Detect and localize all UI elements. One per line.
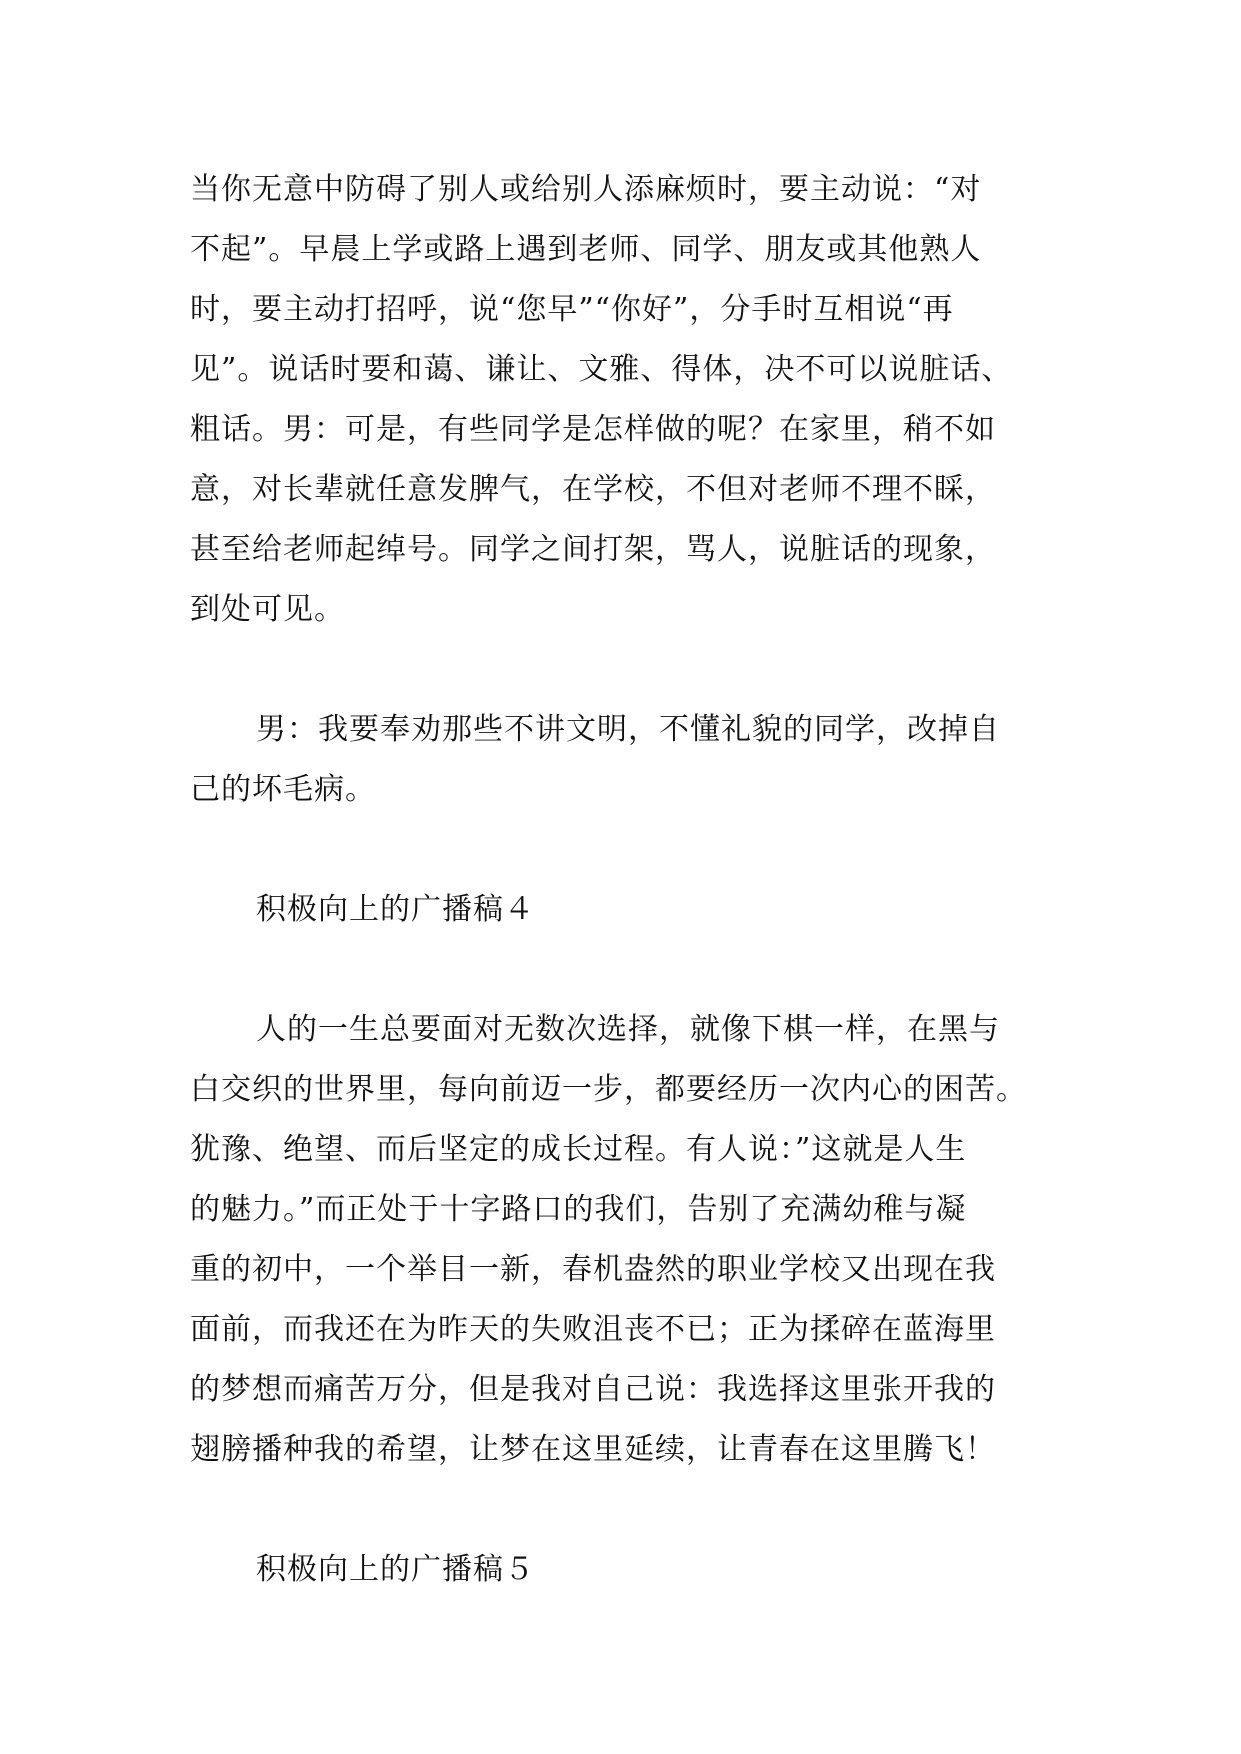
text-line: 意，对长辈就任意发脾气，在学校，不但对老师不理不睬， — [190, 472, 996, 507]
text-line: 男：我要奉劝那些不讲文明，不懂礼貌的同学，改掉自 — [256, 712, 1000, 747]
paragraph-gap — [190, 1480, 1060, 1540]
document-page — [190, 160, 1060, 1600]
text-line: 人的一生总要面对无数次选择，就像下棋一样，在黑与 — [256, 1012, 1000, 1047]
text-line: 到处可见。 — [190, 592, 345, 627]
text-line: 面前，而我还在为昨天的失败沮丧不已；正为揉碎在蓝海里 — [190, 1312, 996, 1347]
paragraph-2 — [190, 700, 1060, 820]
paragraph-1 — [190, 160, 1060, 640]
text-line: 粗话。男：可是，有些同学是怎样做的呢？在家里，稍不如 — [190, 412, 996, 447]
text-line: 白交织的世界里，每向前迈一步，都要经历一次内心的困苦。 — [190, 1072, 1027, 1107]
text-line: 见”。说话时要和蔼、谦让、文雅、得体，决不可以说脏话、 — [190, 352, 1013, 387]
text-line: 当你无意中防碍了别人或给别人添麻烦时，要主动说：“对 — [190, 172, 982, 207]
text-line: 重的初中，一个举目一新，春机盎然的职业学校又出现在我 — [190, 1252, 996, 1287]
section-heading-4: 积极向上的广播稿４ — [256, 892, 535, 927]
text-line: 翅膀播种我的希望，让梦在这里延续，让青春在这里腾飞！ — [190, 1432, 996, 1467]
paragraph-gap — [190, 940, 1060, 1000]
text-line: 不起”。早晨上学或路上遇到老师、同学、朋友或其他熟人 — [190, 232, 982, 267]
text-line: 犹豫、绝望、而后坚定的成长过程。有人说：”这就是人生 — [190, 1132, 967, 1167]
text-line: 的魅力。”而正处于十字路口的我们，告别了充满幼稚与凝 — [190, 1192, 967, 1227]
text-line: 己的坏毛病。 — [190, 772, 376, 807]
section-heading-5: 积极向上的广播稿５ — [256, 1552, 535, 1587]
paragraph-gap — [190, 640, 1060, 700]
text-line: 的梦想而痛苦万分，但是我对自己说：我选择这里张开我的 — [190, 1372, 996, 1407]
text-line: 甚至给老师起绰号。同学之间打架，骂人，说脏话的现象， — [190, 532, 996, 567]
paragraph-3 — [190, 1000, 1060, 1480]
paragraph-gap — [190, 820, 1060, 880]
text-line: 时，要主动打招呼，说“您早”“你好”，分手时互相说“再 — [190, 292, 954, 327]
